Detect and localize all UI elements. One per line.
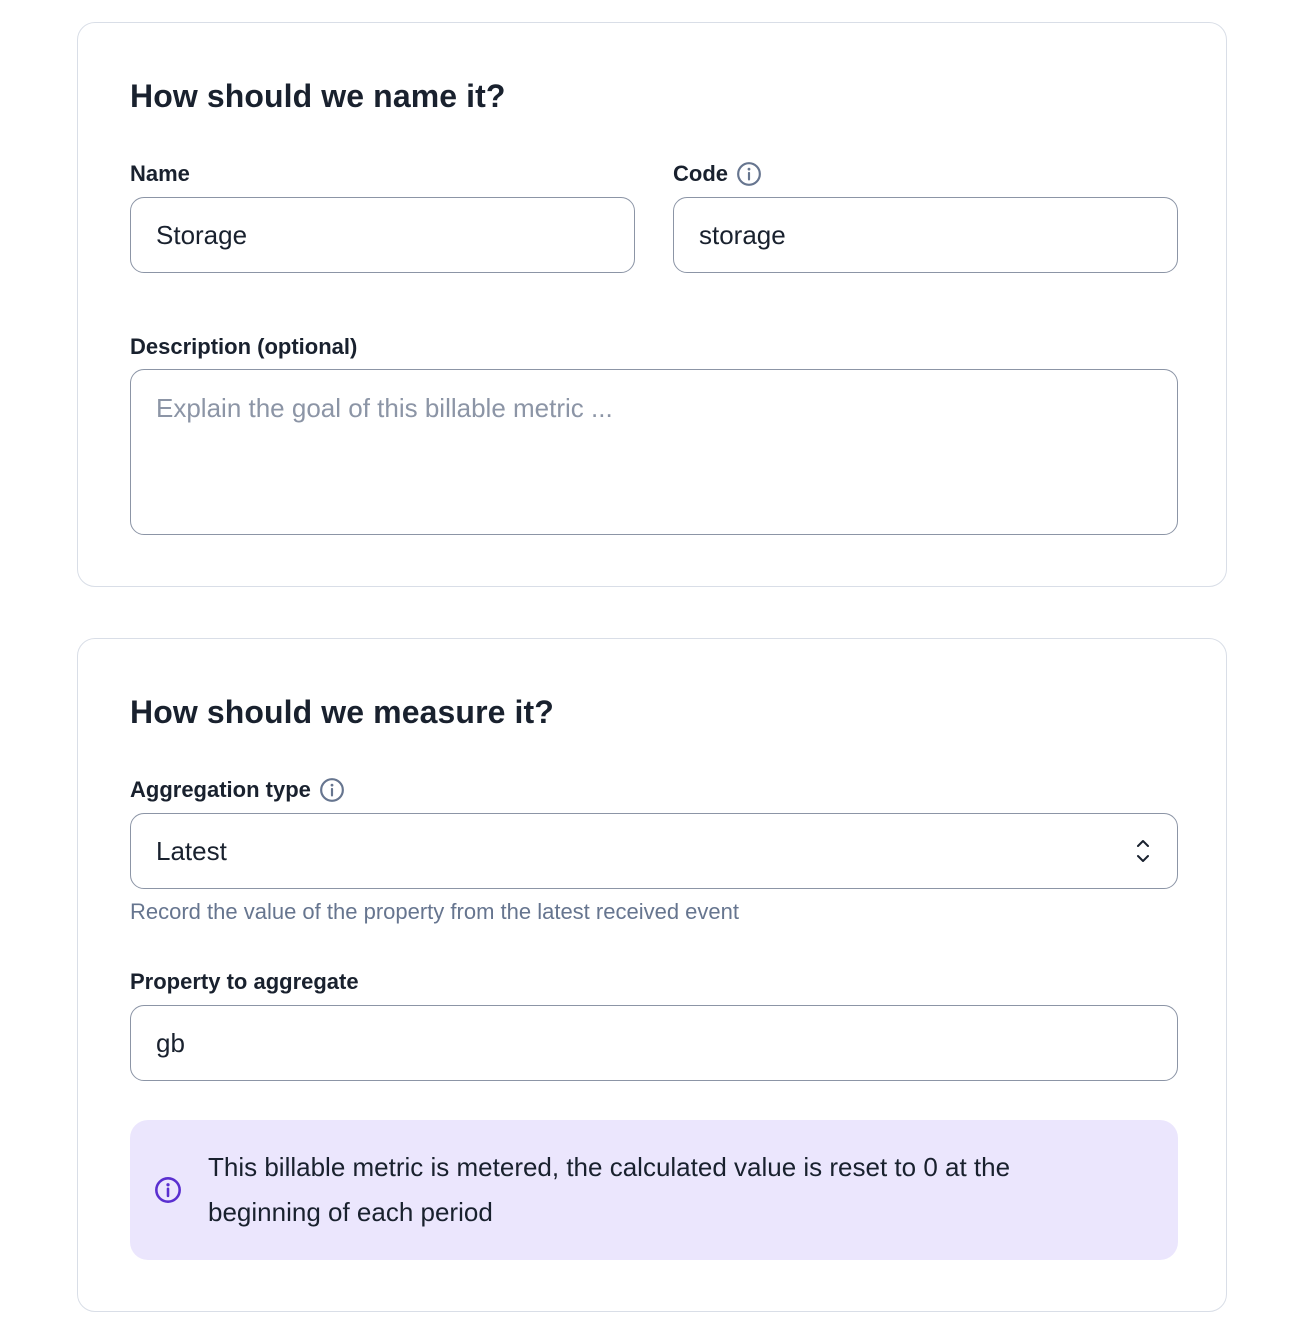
alert-text: This billable metric is metered, the calculated value is reset to 0 at the beginning of each period [208,1152,1011,1227]
description-textarea[interactable] [130,369,1178,535]
name-label-text: Name [130,161,190,186]
name-section-card [77,22,1227,587]
measure-section-card [77,638,1227,1312]
code-label-text: Code [673,161,728,186]
info-icon[interactable] [736,161,762,187]
info-icon [154,1176,182,1204]
chevron-up-down-icon [1134,835,1152,867]
aggregation-type-label [130,776,345,804]
description-label-text: Description (optional) [130,334,358,359]
property-label-text: Property to aggregate [130,969,359,994]
aggregation-type-value: Latest [156,835,227,866]
aggregation-type-label-text: Aggregation type [130,777,311,802]
info-icon[interactable] [319,777,345,803]
aggregation-help-text: Record the value of the property from the latest received event [130,899,739,924]
name-input[interactable] [130,197,635,273]
section-title-name: How should we name it? [130,78,506,114]
description-label [130,333,357,361]
section-title-measure: How should we measure it? [130,694,554,730]
property-label [130,968,359,996]
property-input[interactable] [130,1005,1178,1081]
code-label [673,160,762,188]
code-input[interactable] [673,197,1178,273]
metered-info-alert [130,1120,1178,1260]
name-label [130,160,190,188]
aggregation-type-select[interactable] [130,813,1178,889]
